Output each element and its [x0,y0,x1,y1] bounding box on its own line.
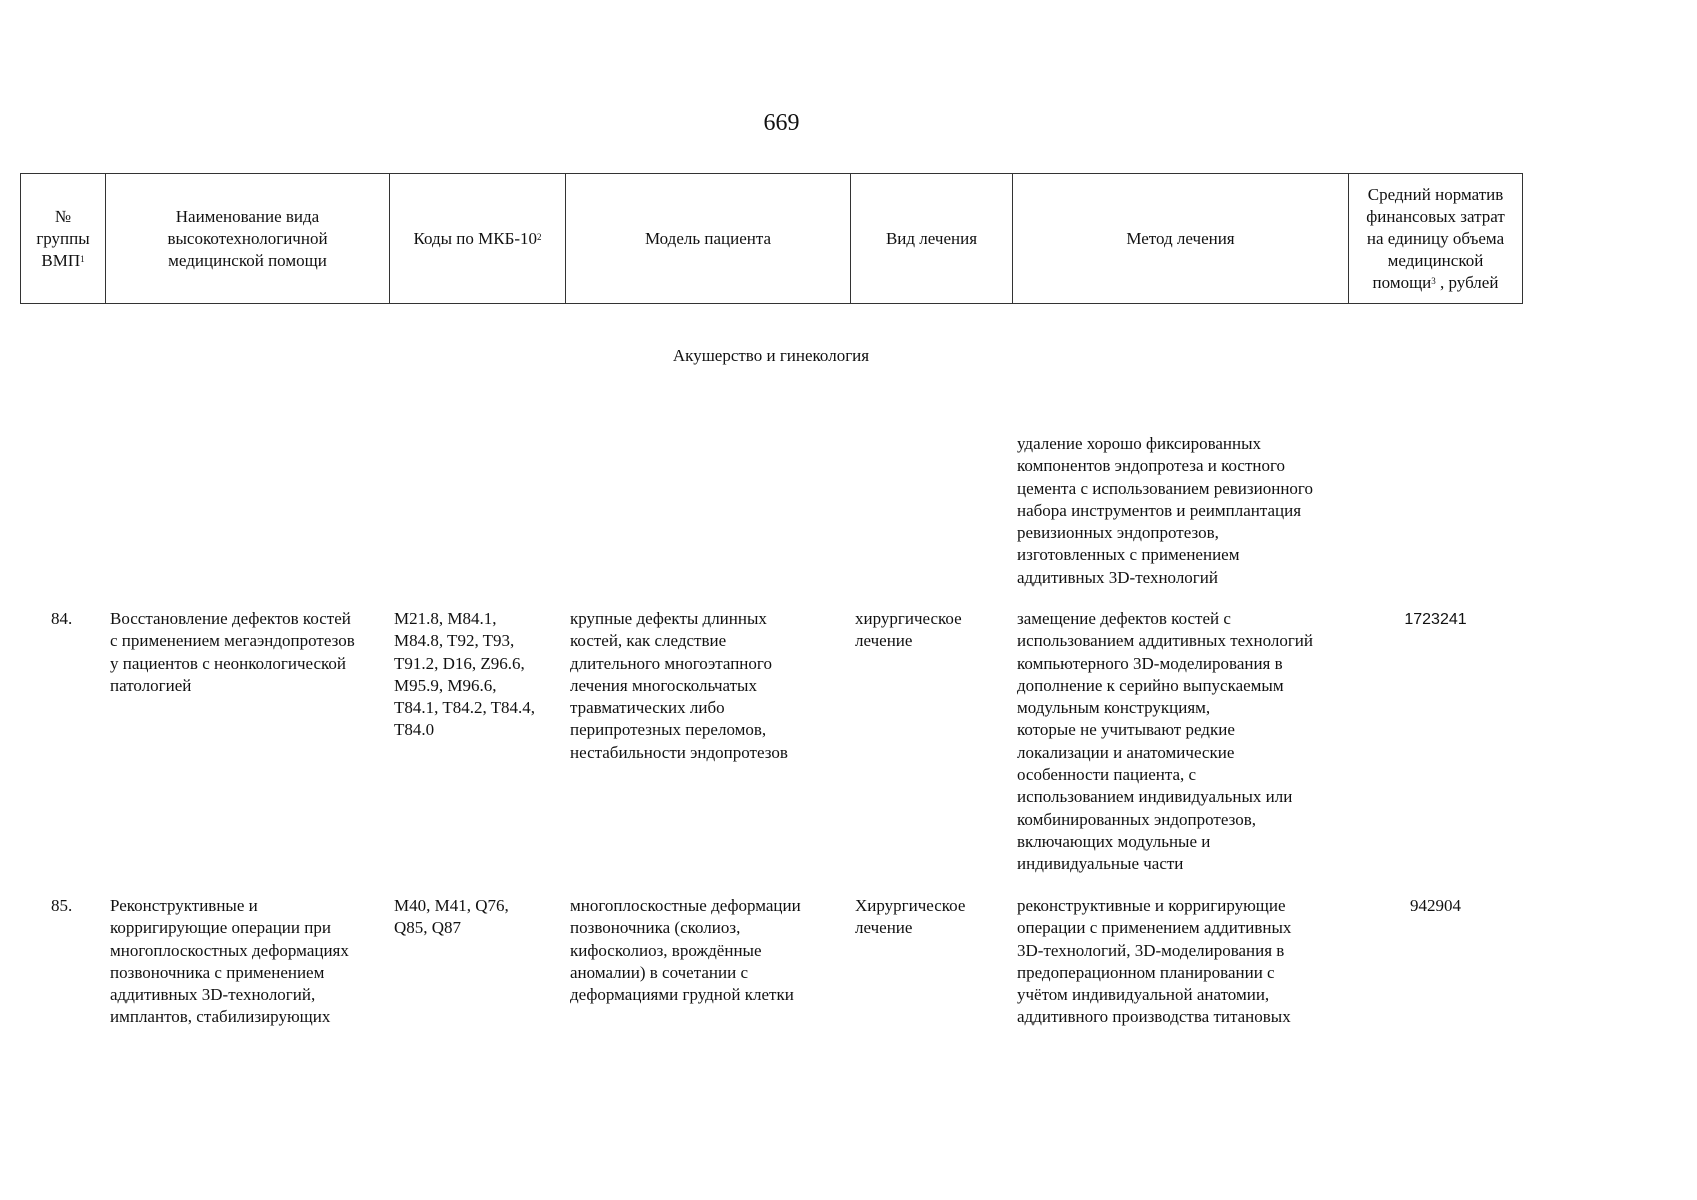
header-group-number: № группы ВМП$^1$ [21,174,106,304]
row-number: 84. [51,609,73,628]
header-average-cost: Средний норматив финансовых затрат на единицу объема медицинской помощи$^3$ , рублей [1349,174,1523,304]
table-header [20,173,1523,304]
section-title: Акушерство и гинекология [672,346,870,365]
row-care-type-name: Реконструктивные и корригирующие операции при многоплоскостных деформациях позвоночника с применением аддитивных 3D-технологий, имплантов, стабилизирующих [110,896,349,1027]
header-treatment-type: Вид лечения [851,174,1013,304]
row-icd-codes: M40, M41, Q76, Q85, Q87 [394,896,509,938]
header-patient-model: Модель пациента [566,174,851,304]
page-number: 669 [763,110,800,136]
header-treatment-method: Метод лечения [1013,174,1349,304]
row-average-cost: 942904 [1410,896,1461,915]
row-patient-model: крупные дефекты длинных костей, как следствие длительного многоэтапного лечения многоскольчатых травматических либо перипротезных переломов, нестабильности эндопротезов [570,609,788,762]
row-treatment-method: замещение дефектов костей с использованием аддитивных технологий компьютерного 3D-моделирования в дополнение к серийно выпускаемым модульным конструкциям, которые не учитывают редкие локализации и анатомические особенности пациента, с использованием индивидуальных или комбинированных эндопротезов, включающих модульные и индивидуальные части [1017,609,1314,874]
row-icd-codes: M21.8, M84.1, M84.8, T92, T93, T91.2, D16, Z96.6, M95.9, M96.6, T84.1, T84.2, T84.4, T84.0 [394,609,536,740]
row-patient-model: многоплоскостные деформации позвоночника (сколиоз, кифосколиоз, врождённые аномалии) в сочетании с деформациями грудной клетки [570,896,801,1005]
continuation-method: удаление хорошо фиксированных компонентов эндопротеза и костного цемента с использованием ревизионного набора инструментов и реимплантация ревизионных эндопротезов, изготовленных с применением аддитивных 3D-технологий [1017,434,1313,587]
row-treatment-type: Хирургическое лечение [855,896,966,938]
header-care-type-name: Наименование вида высокотехнологичной медицинской помощи [106,174,390,304]
row-treatment-type: хирургическое лечение [855,609,962,651]
row-care-type-name: Восстановление дефектов костей с применением мегаэндопротезов у пациентов с неонкологической патологией [110,609,355,695]
row-average-cost: 1723241 [1404,611,1467,628]
row-treatment-method: реконструктивные и корригирующие операции с применением аддитивных 3D-технологий, 3D-моделирования в предоперационном планировании с учётом индивидуальной анатомии, аддитивного производства титановых [1017,896,1292,1027]
header-icd-codes: Коды по МКБ-$10^2$ [390,174,566,304]
row-number: 85. [51,896,73,915]
